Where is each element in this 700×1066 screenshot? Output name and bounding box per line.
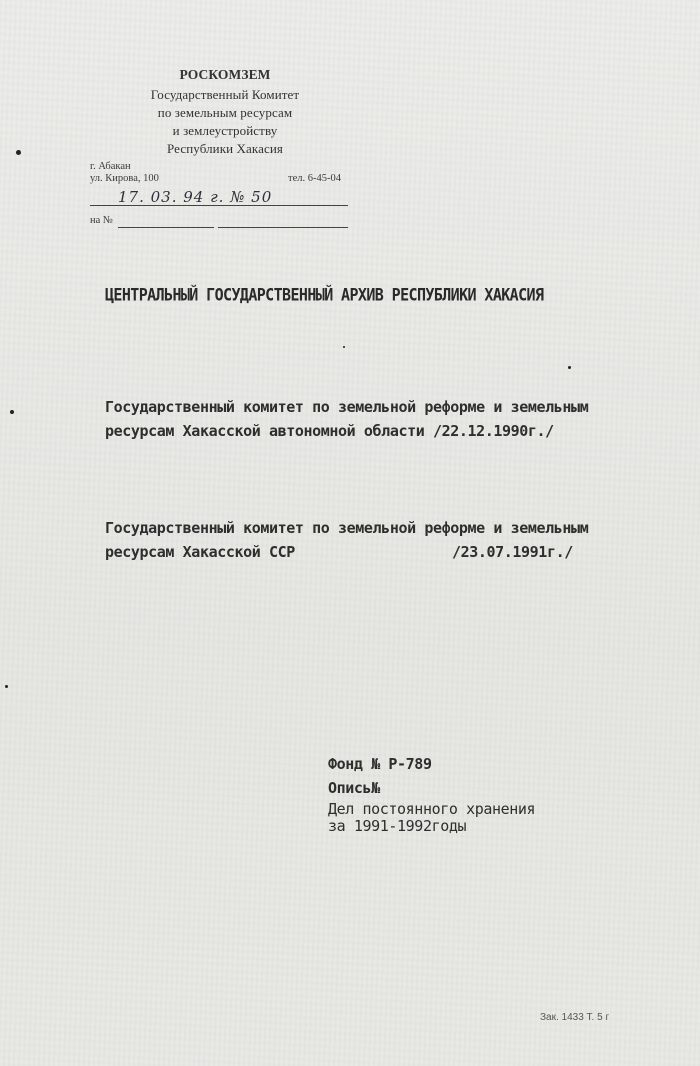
- scan-speck: [343, 346, 345, 348]
- entry-1-line-1: Государственный комитет по земельной реформе и земельным: [105, 398, 589, 416]
- entry-2-line-2-name: ресурсам Хакасской ССР: [105, 543, 295, 561]
- scan-speck: [5, 685, 8, 688]
- organization-name: РОСКОМЗЕМ: [179, 67, 271, 82]
- reply-prefix: на №: [90, 215, 113, 226]
- scan-speck: [10, 410, 14, 414]
- letterhead-organization: [120, 66, 330, 158]
- date-number-handwritten: 17. 03. 94 г. № 50: [118, 188, 273, 206]
- organization-line-1: Государственный Комитет: [150, 87, 300, 102]
- opis-label: Опись№: [328, 779, 380, 797]
- scan-speck: [16, 150, 21, 155]
- organization-line-2: по земельным ресурсам: [157, 105, 293, 120]
- fond-number: Фонд № Р-789: [328, 755, 432, 773]
- address-street: ул. Кирова, 100: [90, 173, 159, 184]
- entry-2-line-2-date: /23.07.1991г./: [452, 543, 573, 561]
- print-order-note: Зак. 1433 Т. 5 г: [540, 1012, 610, 1023]
- cases-line-2: за 1991-1992годы: [328, 817, 467, 835]
- entry-2-line-1: Государственный комитет по земельной реформе и земельным: [105, 519, 589, 537]
- scan-speck: [568, 366, 571, 369]
- reply-underline-2: [218, 227, 348, 228]
- entry-1-line-2: ресурсам Хакасской автономной области /22.12.1990г./: [105, 422, 554, 440]
- organization-line-3: и землеустройству: [172, 123, 278, 138]
- organization-line-4: Республики Хакасия: [166, 141, 284, 156]
- archive-title: ЦЕНТРАЛЬНЫЙ ГОСУДАРСТВЕННЫЙ АРХИВ РЕСПУБЛИКИ ХАКАСИЯ: [105, 285, 544, 305]
- reply-underline-1: [118, 227, 214, 228]
- date-underline: [90, 205, 348, 206]
- address-city: г. Абакан: [90, 161, 131, 172]
- cases-line-1: Дел постоянного хранения: [328, 800, 536, 818]
- address-phone: тел. 6-45-04: [288, 173, 341, 184]
